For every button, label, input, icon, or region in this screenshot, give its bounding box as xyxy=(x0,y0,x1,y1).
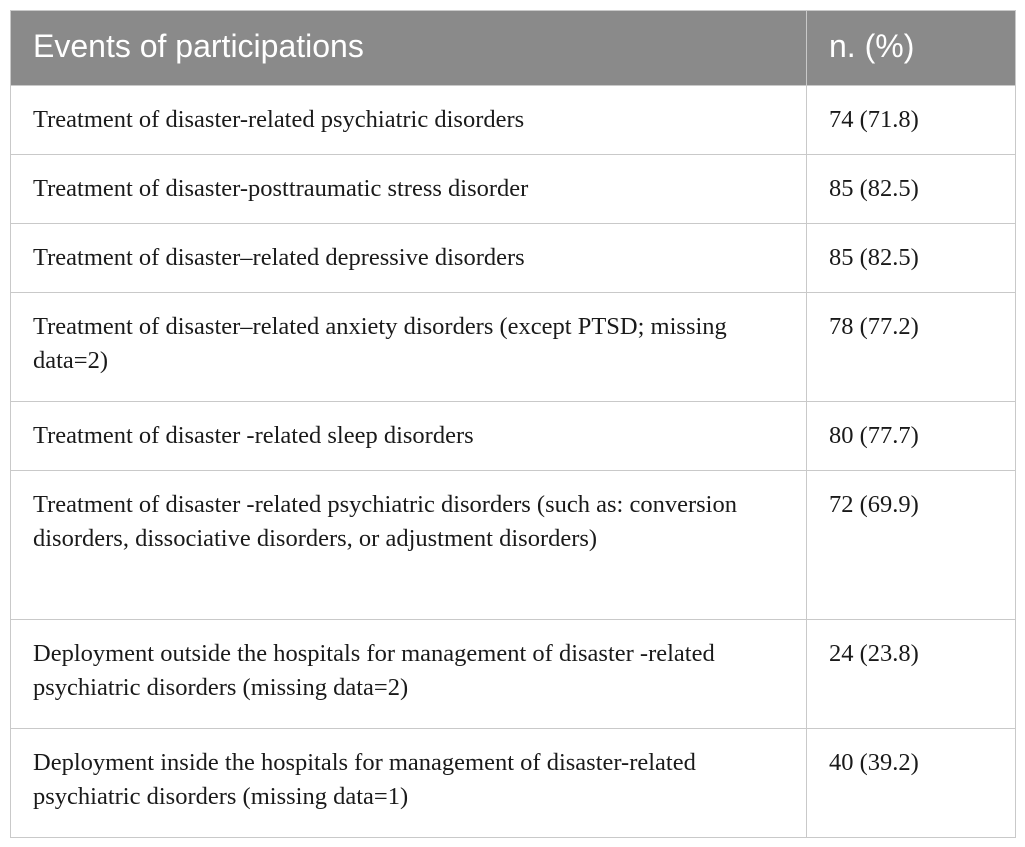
value-cell: 74 (71.8) xyxy=(807,86,1016,155)
table-row xyxy=(11,86,1016,155)
value-cell: 24 (23.8) xyxy=(807,620,1016,729)
header-events: Events of participations xyxy=(11,11,807,86)
value-cell: 80 (77.7) xyxy=(807,402,1016,471)
table-header-row xyxy=(11,11,1016,86)
event-cell: Deployment inside the hospitals for management of disaster-related psychiatric disorders (missing data=1) xyxy=(11,729,807,838)
table-row xyxy=(11,224,1016,293)
value-cell: 85 (82.5) xyxy=(807,224,1016,293)
header-count: n. (%) xyxy=(807,11,1016,86)
value-cell: 40 (39.2) xyxy=(807,729,1016,838)
participation-events-table xyxy=(10,10,1016,838)
event-cell: Treatment of disaster -related sleep disorders xyxy=(11,402,807,471)
event-cell: Treatment of disaster–related anxiety disorders (except PTSD; missing data=2) xyxy=(11,293,807,402)
table-row xyxy=(11,620,1016,729)
event-cell: Deployment outside the hospitals for management of disaster -related psychiatric disorders (missing data=2) xyxy=(11,620,807,729)
table-row xyxy=(11,155,1016,224)
table-row xyxy=(11,471,1016,620)
table-row xyxy=(11,729,1016,838)
table-row xyxy=(11,293,1016,402)
value-cell: 72 (69.9) xyxy=(807,471,1016,620)
event-cell: Treatment of disaster-related psychiatric disorders xyxy=(11,86,807,155)
event-cell: Treatment of disaster -related psychiatric disorders (such as: conversion disorders, dissociative disorders, or adjustment disorders) xyxy=(11,471,807,620)
value-cell: 85 (82.5) xyxy=(807,155,1016,224)
value-cell: 78 (77.2) xyxy=(807,293,1016,402)
event-cell: Treatment of disaster-posttraumatic stress disorder xyxy=(11,155,807,224)
table-row xyxy=(11,402,1016,471)
event-cell: Treatment of disaster–related depressive disorders xyxy=(11,224,807,293)
